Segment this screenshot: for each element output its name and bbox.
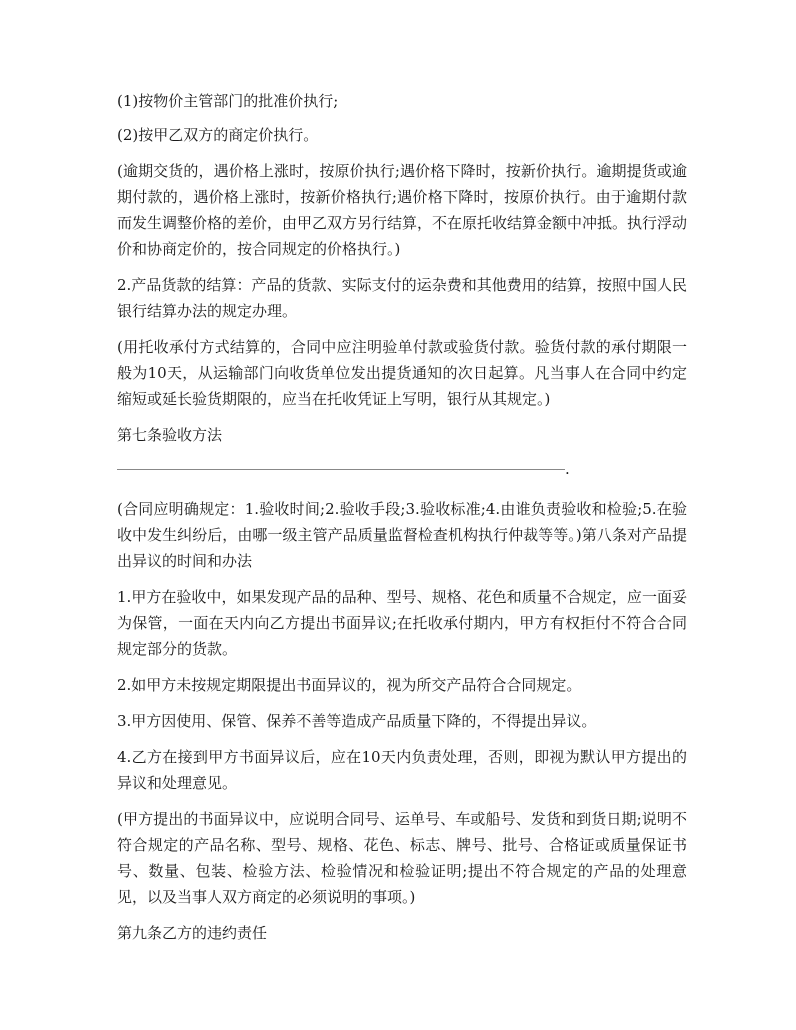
clause-price-approved: (1)按物价主管部门的批准价执行; [117, 92, 339, 110]
clause-objection-4: 4.乙方在接到甲方书面异议后，应在10天内负责处理，否则，即视为默认甲方提出的异议和处理意见。 [117, 748, 687, 792]
underline-rule [117, 469, 565, 470]
clause-objection-2: 2.如甲方未按规定期限提出书面异议的，视为所交产品符合合同规定。 [117, 676, 582, 694]
clause-payment-settlement: 2.产品货款的结算：产品的货款、实际支付的运杂费和其他费用的结算，按照中国人民银行结算办法的规定办理。 [117, 276, 687, 320]
clause-objection-3: 3.甲方因使用、保管、保养不善等造成产品质量下降的，不得提出异议。 [117, 712, 597, 730]
fill-in-blank-line [117, 456, 687, 482]
clause-price-negotiated: (2)按甲乙双方的商定价执行。 [117, 126, 319, 144]
heading-article-7: 第七条验收方法 [117, 426, 223, 444]
note-collection-acceptance: (用托收承付方式结算的，合同中应注明验单付款或验货付款。验货付款的承付期限一般为10天，从运输部门向收货单位发出提货通知的次日起算。凡当事人在合同中约定缩短或延长验货期限的，应当在托收凭证上写明，银行从其规定。) [117, 338, 687, 408]
blank-period: . [565, 460, 570, 478]
heading-article-9: 第九条乙方的违约责任 [117, 924, 268, 942]
clause-objection-1: 1.甲方在验收中，如果发现产品的品种、型号、规格、花色和质量不合规定，应一面妥为保管，一面在天内向乙方提出书面异议;在托收承付期内，甲方有权拒付不符合合同规定部分的货款。 [117, 588, 687, 658]
note-objection-contents: (甲方提出的书面异议中，应说明合同号、运单号、车或船号、发货和到货日期;说明不符合规定的产品名称、型号、规格、花色、标志、牌号、批号、合格证或质量保证书号、数量、包装、检验方法、检验情况和检验证明;提出不符合规定的产品的处理意见，以及当事人双方商定的必须说明的事项。) [117, 810, 687, 906]
note-acceptance-requirements: (合同应明确规定：1.验收时间;2.验收手段;3.验收标准;4.由谁负责验收和检验;5.在验收中发生纠纷后，由哪一级主管产品质量监督检查机构执行仲裁等等。)第八条对产品提出异议的时间和办法 [117, 500, 687, 570]
document-page [117, 88, 687, 946]
note-price-adjustment: (逾期交货的，遇价格上涨时，按原价执行;遇价格下降时，按新价执行。逾期提货或逾期付款的，遇价格上涨时，按新价格执行;遇价格下降时，按原价执行。由于逾期付款而发生调整价格的差价，由甲乙双方另行结算，不在原托收结算金额中冲抵。执行浮动价和协商定价的，按合同规定的价格执行。) [117, 162, 688, 258]
